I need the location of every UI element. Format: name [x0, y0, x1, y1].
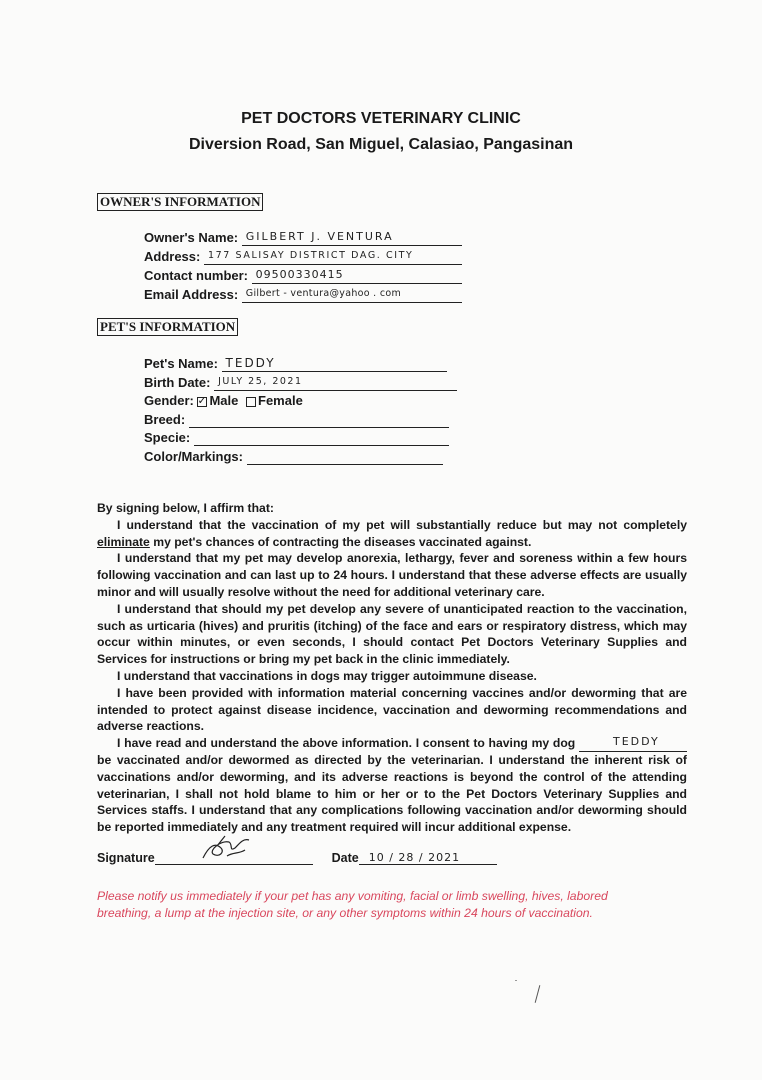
pet-color-line[interactable]	[247, 449, 443, 465]
pet-birth-line[interactable]	[214, 375, 457, 391]
pet-specie-field	[144, 430, 449, 446]
pet-specie-label: Specie:	[144, 430, 191, 445]
owner-address-line[interactable]	[204, 249, 462, 265]
pet-birth-value: JULY 25, 2021	[218, 376, 303, 387]
signature-scribble	[199, 832, 259, 866]
owner-contact-label: Contact number:	[144, 268, 248, 283]
pet-birth-label: Birth Date:	[144, 375, 211, 390]
owner-section-title: OWNER'S INFORMATION	[97, 193, 263, 211]
pet-name-label: Pet's Name:	[144, 356, 218, 371]
signature-row	[97, 850, 497, 865]
post-vaccination-notice	[97, 888, 657, 922]
date-line[interactable]	[359, 850, 497, 865]
consent-p1-underlined: eliminate	[97, 534, 150, 549]
check-icon: ✓	[197, 394, 207, 407]
pet-gender-label: Gender:	[144, 393, 194, 408]
clinic-address: Diversion Road, San Miguel, Calasiao, Pangasinan	[188, 136, 574, 153]
signature-line[interactable]	[155, 850, 313, 865]
dog-name-line[interactable]	[579, 737, 687, 752]
owner-contact-field	[144, 268, 462, 284]
consent-paragraph-6	[97, 735, 687, 836]
clinic-name: PET DOCTORS VETERINARY CLINIC	[241, 110, 521, 127]
owner-name-field	[144, 230, 462, 246]
consent-p6-text-a: I have read and understand the above information. I consent to having my dog	[117, 736, 579, 751]
pet-name-value: TEDDY	[225, 356, 276, 370]
notice-line-1: Please notify us immediately if your pet has any vomiting, facial or limb swelling, hives, labored	[97, 889, 608, 903]
gender-female-label: Female	[258, 393, 303, 408]
gender-female-checkbox[interactable]	[246, 397, 256, 407]
owner-email-value: Gilbert - ventura@yahoo . com	[245, 288, 402, 299]
consent-text	[97, 500, 687, 836]
pet-birth-field	[144, 375, 457, 391]
consent-paragraph-2: I understand that my pet may develop anorexia, lethargy, fever and soreness within a few hours following vaccination and can last up to 24 hours. I understand that these adverse effects are usually minor and will usually resolve without the need for additional veterinary care.	[97, 551, 687, 599]
pet-color-field	[144, 449, 443, 465]
owner-contact-value: 09500330415	[255, 268, 344, 281]
owner-name-label: Owner's Name:	[144, 230, 239, 245]
date-label: Date	[331, 851, 359, 865]
pet-section-title: PET'S INFORMATION	[97, 318, 238, 336]
gender-male-label: Male	[209, 393, 239, 408]
owner-address-value: 177 SALISAY DISTRICT DAG. CITY	[207, 250, 414, 261]
pet-breed-label: Breed:	[144, 412, 186, 427]
owner-name-line[interactable]	[242, 230, 462, 246]
dog-name-value: TEDDY	[613, 735, 660, 749]
stray-pen-mark	[535, 985, 541, 1003]
owner-address-label: Address:	[144, 249, 201, 264]
owner-email-line[interactable]	[242, 287, 462, 303]
consent-p1-text-a: I understand that the vaccination of my pet will substantially reduce but may not completely	[117, 517, 687, 532]
date-value: 10 / 28 / 2021	[368, 851, 461, 864]
scan-speck	[515, 980, 517, 981]
consent-paragraph-1	[97, 517, 687, 551]
pet-specie-line[interactable]	[194, 430, 449, 446]
owner-name-value: GILBERT J. VENTURA	[245, 230, 394, 243]
pet-name-line[interactable]	[222, 356, 447, 372]
consent-paragraph-4: I understand that vaccinations in dogs may trigger autoimmune disease.	[117, 668, 537, 683]
consent-p1-text-b: my pet's chances of contracting the diseases vaccinated against.	[149, 534, 532, 549]
gender-male-checkbox[interactable]	[197, 394, 207, 407]
owner-email-label: Email Address:	[144, 287, 239, 302]
pet-breed-line[interactable]	[189, 412, 449, 428]
pet-name-field	[144, 356, 447, 372]
consent-p6-text-b: be vaccinated and/or dewormed as directed by the veterinarian. I understand the inherent risk of vaccinations and/or deworming, and its adverse reactions is beyond the control of the attending veterinarian, I shall not hold blame to him or her or to the Pet Doctors Veterinary Supplies and Services staffs. I understand that any complications following vaccination and/or deworming should be reported immediately and any treatment required will incur additional expense.	[97, 752, 687, 835]
pet-breed-field	[144, 412, 449, 428]
consent-paragraph-5: I have been provided with information material concerning vaccines and/or deworming that are intended to protect against disease incidence, vaccination and deworming recommendations and adverse reactions.	[97, 685, 687, 734]
owner-email-field	[144, 287, 462, 303]
owner-contact-line[interactable]	[252, 268, 462, 284]
pet-color-label: Color/Markings:	[144, 449, 243, 464]
owner-address-field	[144, 249, 462, 265]
signature-label: Signature	[97, 851, 155, 865]
pet-gender-field	[144, 393, 303, 409]
notice-line-2: breathing, a lump at the injection site, or any other symptoms within 24 hours of vaccination.	[97, 906, 593, 920]
consent-paragraph-3: I understand that should my pet develop any severe of unanticipated reaction to the vaccination, such as urticaria (hives) and pruritis (itching) of the face and ears or respiratory distress, which may occur within minutes, or even seconds, I should contact Pet Doctors Veterinary Supplies and Services for instructions or bring my pet back in the clinic immediately.	[97, 601, 687, 667]
consent-intro: By signing below, I affirm that:	[97, 501, 274, 515]
